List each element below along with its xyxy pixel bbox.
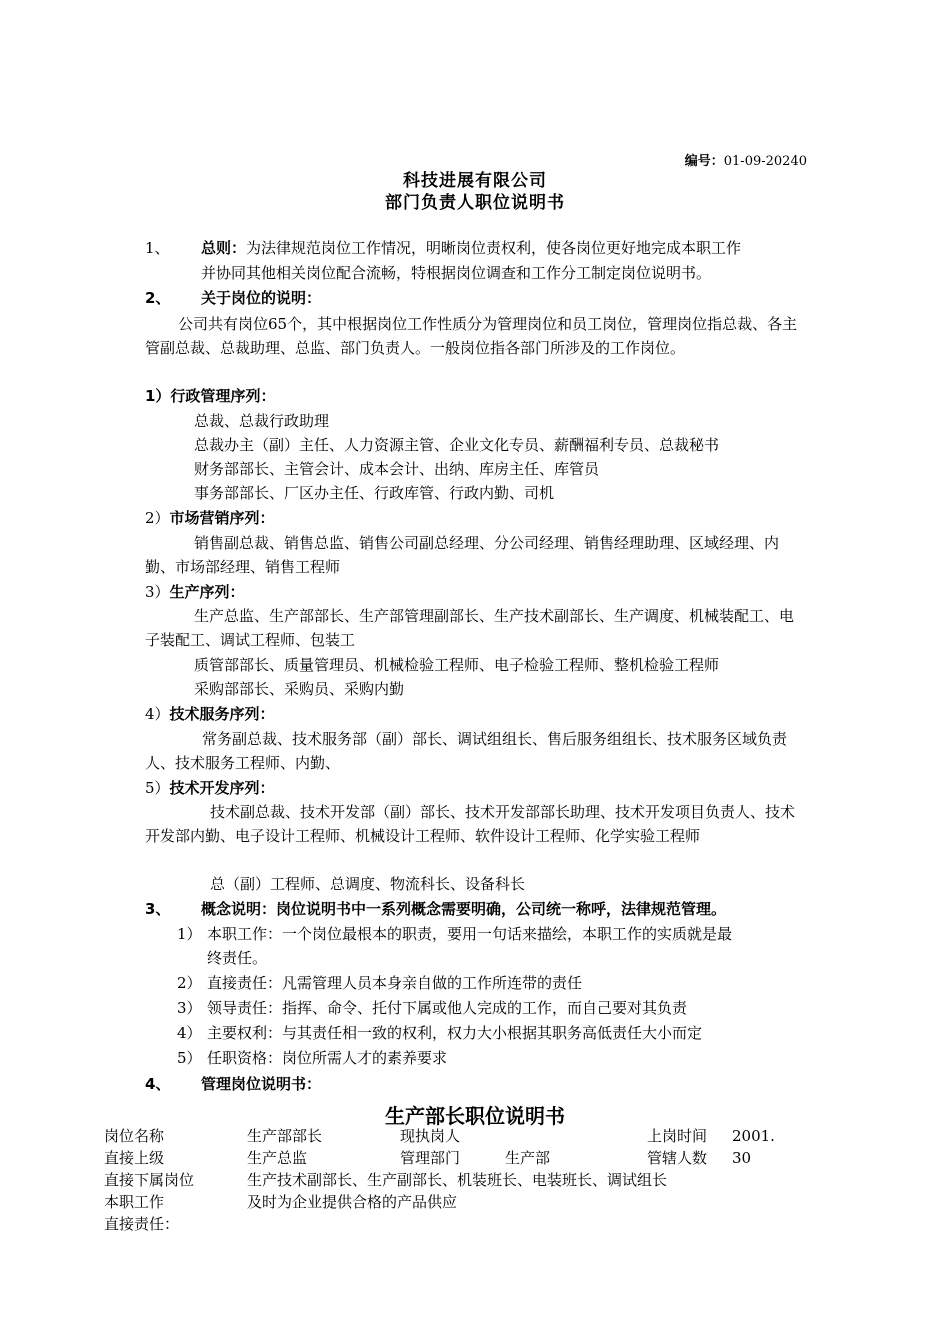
cell-value: 生产部部长	[247, 1127, 323, 1145]
group-3-line-3: 采购部部长、采购员、采购内勤	[194, 680, 405, 698]
job-info-table	[104, 1125, 812, 1235]
section-2-number: 2、	[145, 289, 171, 307]
table-row	[104, 1169, 812, 1191]
group-4-number: 4）	[145, 705, 170, 723]
section-2-title: 关于岗位的说明：	[201, 289, 322, 307]
document-title: 部门负责人职位说明书	[385, 193, 565, 213]
concept-3-number: 3）	[177, 999, 202, 1017]
group-3-paragraph: 生产总监、生产部部长、生产部管理副部长、生产技术副部长、生产调度、机械装配工、电子装配工、调试工程师、包装工	[145, 607, 795, 649]
group-3-title	[145, 580, 245, 604]
group-4-paragraph: 常务副总裁、技术服务部（副）部长、调试组组长、售后服务组组长、技术服务区域负责人、技术服务工程师、内勤、	[145, 730, 788, 772]
cell-value: 生产技术副部长、生产副部长、机装班长、电装班长、调试组长	[247, 1171, 668, 1189]
concept-1-number: 1）	[177, 925, 202, 943]
cell-value: 及时为企业提供合格的产品供应	[247, 1193, 458, 1211]
group-2-title	[145, 506, 275, 530]
section-4-number: 4、	[145, 1075, 171, 1093]
concept-5-number: 5）	[177, 1049, 202, 1067]
group-1-line-3: 财务部部长、主管会计、成本会计、出纳、库房主任、库管员	[194, 460, 600, 478]
cell-label: 管理部门	[400, 1149, 461, 1167]
table-row	[104, 1191, 812, 1213]
section-2-paragraph: 公司共有岗位65个，其中根据岗位工作性质分为管理岗位和员工岗位，管理岗位指总裁、各主管副总裁、总裁助理、总监、部门负责人。一般岗位指各部门所涉及的工作岗位。	[145, 315, 798, 357]
group-5-number: 5）	[145, 779, 170, 797]
group-3-label: 生产序列：	[169, 583, 245, 601]
section-1-number: 1、	[145, 239, 170, 257]
group-1-line-1: 总裁、总裁行政助理	[194, 412, 330, 430]
table-row	[104, 1147, 812, 1169]
section-3-number: 3、	[145, 900, 171, 918]
section-3-title: 概念说明：岗位说明书中一系列概念需要明确，公司统一称呼，法律规范管理。	[201, 900, 727, 918]
cell-label: 直接上级	[104, 1149, 165, 1167]
group-4-label: 技术服务序列：	[169, 705, 275, 723]
cell-label: 上岗时间	[647, 1127, 708, 1145]
group-3-number: 3）	[145, 583, 170, 601]
group-2-paragraph: 销售副总裁、销售总监、销售公司副总经理、分公司经理、销售经理助理、区域经理、内勤、市场部经理、销售工程师	[145, 534, 780, 576]
concept-1-text: 本职工作：一个岗位最根本的职责，要用一句话来描绘，本职工作的实质就是最	[207, 925, 733, 943]
table-row	[104, 1213, 812, 1235]
section-1-line-1	[201, 236, 741, 260]
cell-label: 管辖人数	[647, 1149, 708, 1167]
group-5-title	[145, 776, 275, 800]
cell-value	[247, 1213, 812, 1235]
section-1-title: 总则：	[201, 239, 247, 257]
cell-label: 本职工作	[104, 1193, 165, 1211]
cell-label: 岗位名称	[104, 1127, 165, 1145]
cell-label: 直接责任：	[104, 1215, 180, 1233]
group-2-number: 2）	[145, 509, 170, 527]
concept-4-number: 4）	[177, 1024, 202, 1042]
concept-5-text: 任职资格：岗位所需人才的素养要求	[207, 1049, 448, 1067]
cell-label: 直接下属岗位	[104, 1171, 195, 1189]
concept-3-text: 领导责任：指挥、命令、托付下属或他人完成的工作，而自己要对其负责	[207, 999, 688, 1017]
concept-1-text-cont: 终责任。	[207, 949, 268, 967]
cell-value	[505, 1125, 647, 1147]
group-5-paragraph: 技术副总裁、技术开发部（副）部长、技术开发部部长助理、技术开发项目负责人、技术开发部内勤、电子设计工程师、机械设计工程师、软件设计工程师、化学实验工程师	[145, 803, 796, 845]
cell-value: 生产部	[505, 1149, 551, 1167]
cell-value: 2001.	[732, 1127, 775, 1145]
group-1-line-4: 事务部部长、厂区办主任、行政库管、行政内勤、司机	[194, 484, 555, 502]
section-4-title: 管理岗位说明书：	[201, 1075, 322, 1093]
cell-value: 生产总监	[247, 1149, 308, 1167]
doc-no-label: 编号：	[684, 154, 724, 169]
group-5-label: 技术开发序列：	[169, 779, 275, 797]
group-1-title: 1）行政管理序列：	[145, 387, 276, 405]
company-name: 科技进展有限公司	[403, 171, 547, 191]
concept-2-number: 2）	[177, 974, 202, 992]
concept-2-text: 直接责任：凡需管理人员本身亲自做的工作所连带的责任	[207, 974, 583, 992]
table-row	[104, 1125, 812, 1147]
section-1-text-2: 并协同其他相关岗位配合流畅，特根据岗位调查和工作分工制定岗位说明书。	[201, 264, 712, 282]
cell-value: 30	[732, 1149, 752, 1167]
section-1-text-1: 为法律规范岗位工作情况，明晰岗位责权利，使各岗位更好地完成本职工作	[246, 239, 742, 257]
cell-label: 现执岗人	[400, 1127, 461, 1145]
group-4-title	[145, 702, 275, 726]
group-2-label: 市场营销序列：	[169, 509, 275, 527]
concept-4-text: 主要权利：与其责任相一致的权利，权力大小根据其职务高低责任大小而定	[207, 1024, 703, 1042]
job-description-title: 生产部长职位说明书	[385, 1104, 565, 1128]
group-1-line-2: 总裁办主（副）主任、人力资源主管、企业文化专员、薪酬福利专员、总裁秘书	[194, 436, 720, 454]
doc-no-value: 01-09-20240	[723, 154, 807, 169]
group-3-line-2: 质管部部长、质量管理员、机械检验工程师、电子检验工程师、整机检验工程师	[194, 656, 720, 674]
group-5-line-2: 总（副）工程师、总调度、物流科长、设备科长	[210, 875, 526, 893]
